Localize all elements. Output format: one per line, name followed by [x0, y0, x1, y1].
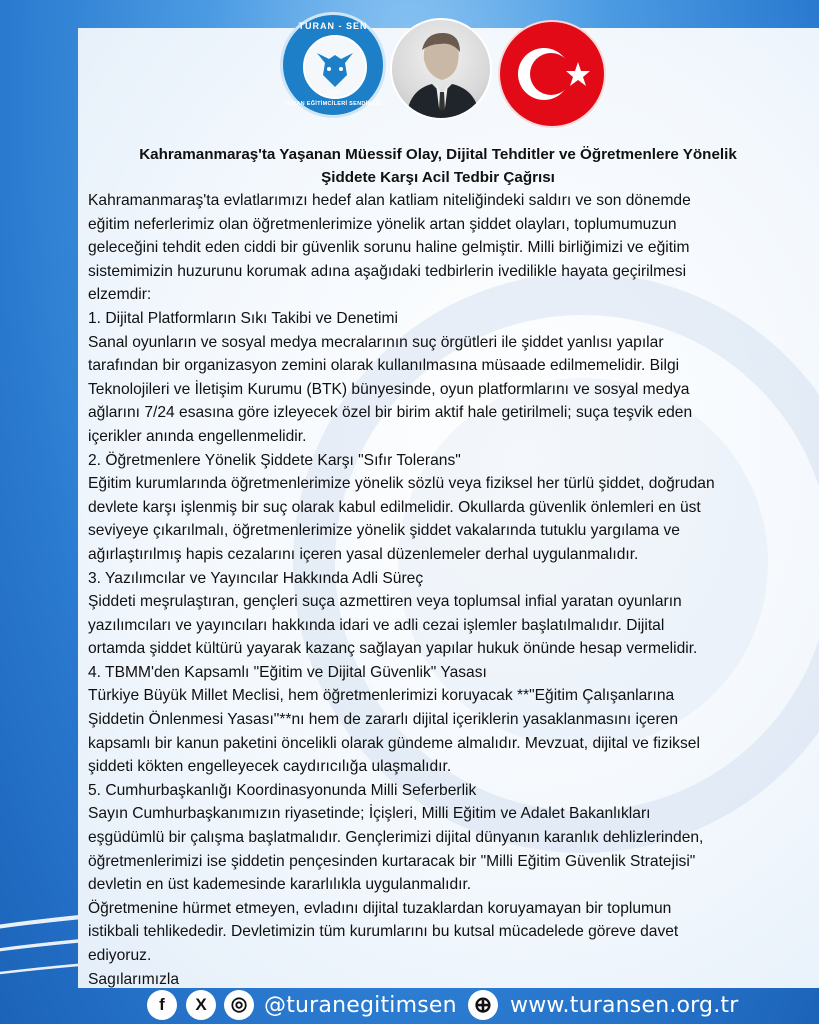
body-line: 3. Yazılımcılar ve Yayıncılar Hakkında Adli Süreç: [88, 569, 424, 587]
body-line: kapsamlı bir kanun paketini öncelikli olarak gündeme almalıdır. Mevzuat, dijital ve fiziksel: [88, 734, 700, 752]
body-line: ortamda şiddet kültürü yayarak kazanç sağlayan yapılar hukuk önünde hesap vermelidir.: [88, 640, 698, 658]
instagram-icon[interactable]: ◎: [224, 990, 254, 1020]
union-logo-top-text: TURAN - SEN: [298, 21, 368, 31]
body-line: 1. Dijital Platformların Sıkı Takibi ve Denetimi: [88, 309, 398, 327]
body-line: 5. Cumhurbaşkanlığı Koordinasyonunda Milli Seferberlik: [88, 781, 477, 799]
body-line: geleceğini tehdit eden ciddi bir güvenlik sorunu haline gelmiştir. Milli birliğimizi ve eğitim: [88, 239, 690, 257]
body-line: seviyeye çıkarılmalı, öğretmenlerimize yönelik şiddet vakalarında tutuklu yargılama ve: [88, 522, 680, 540]
body-line: Şiddetin Önlenmesi Yasası"**nı hem de zararlı dijital içeriklerin yasaklanmasını içeren: [88, 711, 678, 729]
website-link[interactable]: www.turansen.org.tr: [510, 993, 739, 1018]
union-logo: [280, 12, 386, 118]
body-line: ağırlaştırılmış hapis cezalarını içeren yasal düzenlemeler derhal uygulanmalıdır.: [88, 545, 639, 563]
footer: [0, 990, 819, 1024]
body-line: Sanal oyunların ve sosyal medya mecralarının suç örgütleri ile şiddet yanlısı yapılar: [88, 333, 664, 351]
announcement-body: [88, 189, 788, 991]
body-line: yazılımcıları ve yayıncıları hakkında idari ve adli cezai işlemler başlatılmalıdır. Dijital: [88, 616, 665, 634]
body-line: 4. TBMM'den Kapsamlı "Eğitim ve Dijital Güvenlik" Yasası: [88, 663, 487, 681]
body-line: Teknolojileri ve İletişim Kurumu (BTK) bünyesinde, oyun platformlarını ve sosyal medya: [88, 380, 690, 398]
body-line: devlete karşı işlenmiş bir suç olarak kabul edilmelidir. Okullarda güvenlik önlemleri en üst: [88, 498, 701, 516]
body-line: eşgüdümlü bir çalışma başlatmalıdır. Gençlerimizi dijital dünyanın karanlık dehlizlerinden,: [88, 829, 704, 847]
body-line: Sayın Cumhurbaşkanımızın riyasetinde; İçişleri, Milli Eğitim ve Adalet Bakanlıkları: [88, 805, 651, 823]
body-line: eğitim neferlerimiz olan öğretmenlerimize yönelik artan şiddet olayları, toplumumuzun: [88, 215, 677, 233]
portrait-icon: [390, 18, 492, 120]
union-logo-bottom-text: TURAN EĞİTİMCİLERİ SENDİKASI: [284, 101, 382, 107]
union-logo-year: 2016: [326, 91, 340, 97]
body-line: ediyoruz.: [88, 947, 152, 964]
body-line: şiddeti kökten engelleyecek caydırıcılığa ulaşmalıdır.: [88, 758, 452, 776]
body-line: 2. Öğretmenlere Yönelik Şiddete Karşı "Sıfır Tolerans": [88, 451, 461, 469]
body-line: Eğitim kurumlarında öğretmenlerimize yönelik sözlü veya fiziksel her türlü şiddet, doğrudan: [88, 475, 715, 493]
header-logos: [0, 10, 819, 120]
facebook-icon[interactable]: f: [147, 990, 177, 1020]
body-line: tarafından bir organizasyon zemini olarak kullanılmasına müsaade edilmemelidir. Bilgi: [88, 357, 680, 375]
body-line: Öğretmenine hürmet etmeyen, evladını dijital tuzaklardan koruyamayan bir toplumun: [88, 899, 672, 917]
x-icon[interactable]: X: [186, 990, 216, 1020]
body-line: öğretmenlerimizi ise şiddetin pençesinden kurtaracak bir "Milli Eğitim Güvenlik Stratejisi": [88, 852, 696, 870]
social-handle[interactable]: @turanegitimsen: [264, 993, 457, 1018]
announcement-title: [88, 143, 788, 189]
body-line: içerikler anında engellenmelidir.: [88, 427, 307, 445]
body-line: Türkiye Büyük Millet Meclisi, hem öğretmenlerimizi koruyacak **"Eğitim Çalışanlarına: [88, 687, 675, 705]
title-line: Şiddete Karşı Acil Tedbir Çağrısı: [321, 169, 555, 186]
wolf-emblem-icon: [303, 35, 367, 99]
turkish-flag-icon: [498, 20, 606, 128]
body-line: sistemimizin huzurunu korumak adına aşağıdaki tedbirlerin ivedilikle hayata geçirilmesi: [88, 262, 687, 280]
body-line: devletin en üst kademesinde kararlılıkla uygulanmalıdır.: [88, 876, 472, 894]
body-line: ağlarını 7/24 esasına göre izleyecek özel bir birim aktif hale getirilmeli; suça teşvik eden: [88, 404, 693, 422]
announcement: [88, 143, 788, 991]
title-line: Kahramanmaraş'ta Yaşanan Müessif Olay, Dijital Tehditler ve Öğretmenlere Yönelik: [139, 146, 737, 163]
body-line: Sagılarımızla: [88, 970, 179, 988]
globe-icon: ⊕: [468, 990, 498, 1020]
body-line: istikbali tehlikededir. Devletimizin tüm kurumlarını bu kutsal mücadelede göreve davet: [88, 923, 679, 941]
body-line: Kahramanmaraş'ta evlatlarımızı hedef alan katliam niteliğindeki saldırı ve son dönemde: [88, 192, 691, 209]
body-line: Şiddeti meşrulaştıran, gençleri suça azmettiren veya toplumsal infial yaratan oyunların: [88, 593, 682, 611]
body-line: elzemdir:: [88, 286, 152, 304]
